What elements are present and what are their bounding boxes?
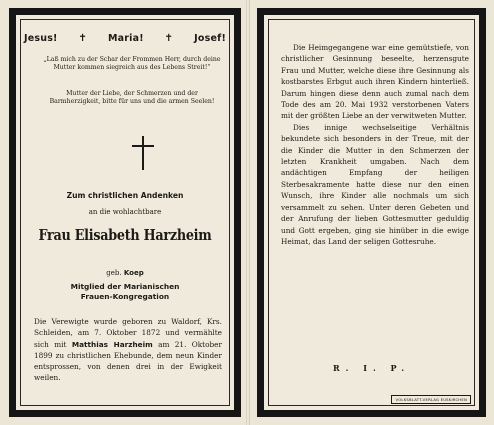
bio-part-2: am 21. Oktober 1899 zu christlichen Ehebunde, dem neun Kinder entsprossen, von denen drei in der Ewigkeit weilen.	[34, 339, 222, 383]
invocation-line	[24, 33, 226, 44]
invocation-maria: Maria!	[108, 33, 144, 44]
card-fold	[246, 0, 250, 425]
prayer-text: Mutter der Liebe, der Schmerzen und der Barmherzigkeit, bitte für uns und die armen Seelen!	[49, 90, 215, 106]
maiden-name: Koep	[123, 269, 144, 277]
publisher-stamp: VOLKSBLATT-VERLAG EUSKIRCHEN	[391, 395, 471, 404]
membership-text	[24, 282, 226, 302]
nee-prefix: geb.	[106, 269, 122, 277]
eulogy-paragraph-1: Die Heimgegangene war eine gemütstiefe, von christlicher Gesinnung beseelte, herzensgute Frau und Mutter, welche diese ihre Gesinnung als kostbarstes Erbgut auch ihren Kindern hinterließ. Darum hingen diese denn auch zumal nach dem Tode des am 20. Mai 1932 verstorbenen Vaters mit der größten Liebe an der verwitweten Mutter.	[281, 43, 469, 121]
membership-line-2: Frauen-Kongregation	[80, 292, 170, 301]
remembrance-heading: Zum christlichen Andenken	[66, 191, 184, 200]
right-panel	[257, 8, 486, 417]
invocation-jesus: Jesus!	[24, 33, 58, 44]
invocation-josef: Josef!	[194, 33, 226, 44]
eulogy-paragraph-2: Dies innige wechselseitige Verhältnis bekundete sich besonders in der Treue, mit der die Kinder die Mutter in den Schmerzen der letzten Krankheit umgaben. Nach dem andächtigen Empfang der heiligen Sterbesakramente hatte diese nur den einen Wunsch, ihre Kinder alle nochmals um sich versammelt zu sehen. Unter deren Gebeten und der Anrufung der lieben Gottesmutter geduldig und Gott ergeben, ging sie hinüber in die ewige Heimat, das Land der seligen Gottesruhe.	[281, 122, 469, 246]
cross-icon	[132, 136, 154, 170]
husband-name: Matthias Harzheim	[71, 339, 153, 349]
eulogy-text	[281, 42, 469, 247]
maiden-name-line	[24, 269, 226, 277]
small-cross-icon: ✝	[164, 33, 174, 44]
adjective-line: an die wohlachtbare	[88, 208, 162, 216]
biography-text	[34, 316, 222, 384]
quote-text: „Laß mich zu der Schar der Frommen Herr, durch deine Mutter kommen siegreich aus des Lebens Streit!“	[43, 56, 221, 72]
membership-line-1: Mitglied der Marianischen	[70, 282, 180, 291]
small-cross-icon: ✝	[78, 33, 88, 44]
bio-part-1: Die Verewigte wurde geboren zu Waldorf, Krs. Schleiden, am 7. Oktober 1872 und vermählte sich mit	[34, 317, 222, 349]
left-panel	[9, 8, 241, 417]
deceased-name: Frau Elisabeth Harzheim	[38, 227, 212, 244]
rip-text: R. I. P.	[332, 363, 410, 373]
